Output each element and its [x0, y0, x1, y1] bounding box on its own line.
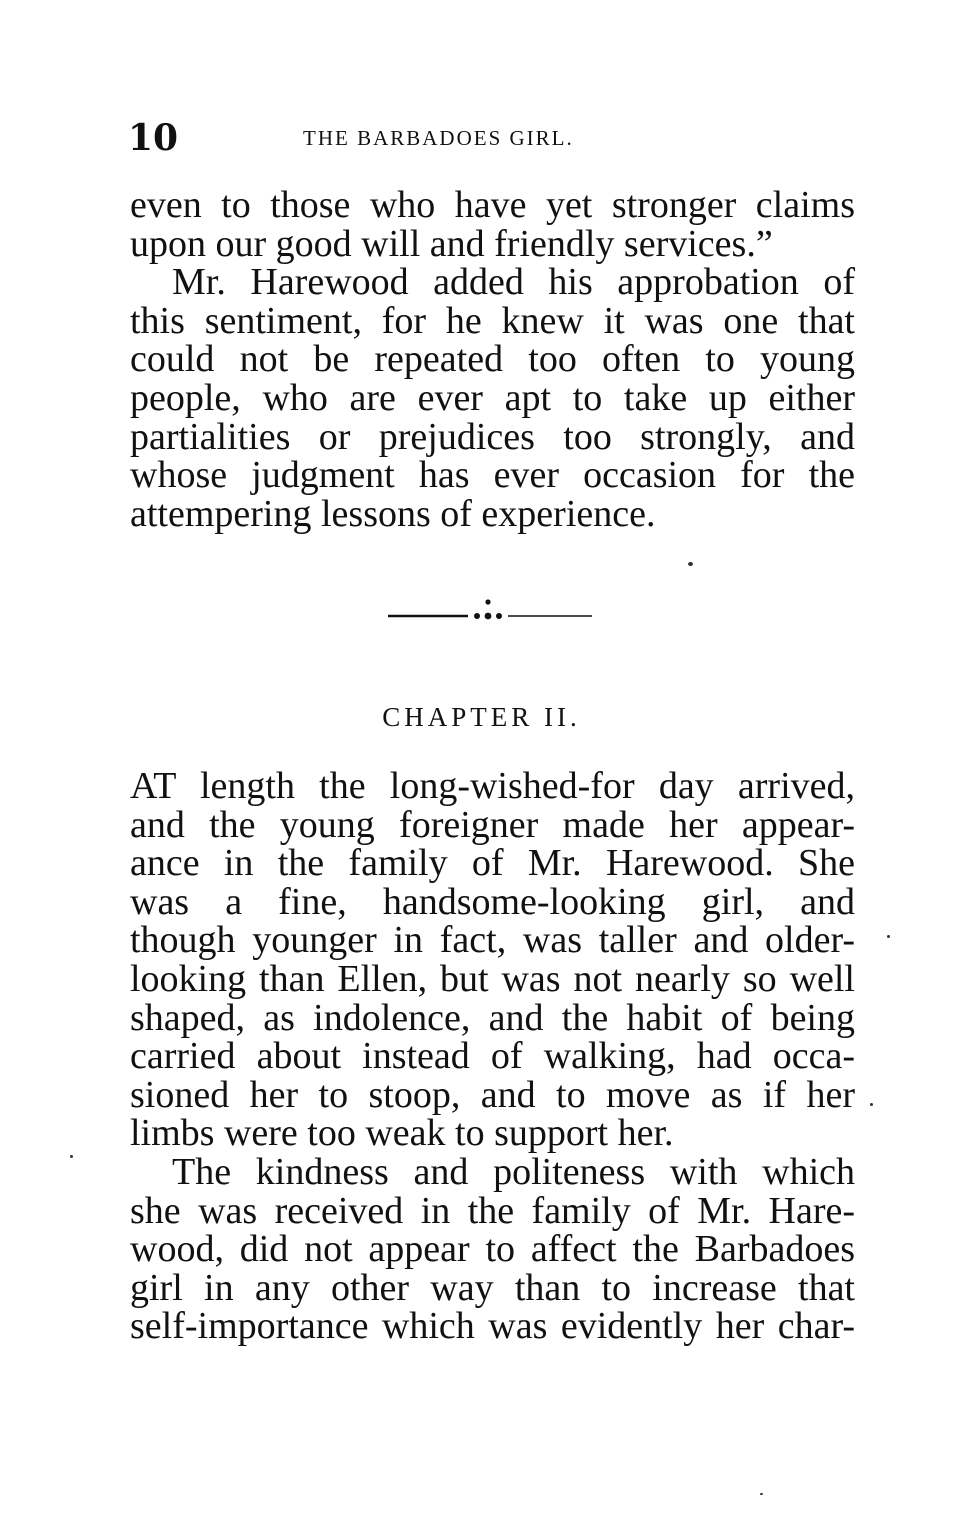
page-number: 10 [128, 117, 179, 159]
text-line: The kindness and politeness with which [172, 1150, 855, 1193]
text-line: upon our good will and friendly services.” [130, 222, 773, 265]
text-line: AT length the long-wished-for day arrived, [130, 765, 855, 807]
text-line: partialities or prejudices too strongly, and [130, 415, 855, 458]
divider-dot [485, 599, 490, 604]
chapter-heading: CHAPTER II. [382, 702, 581, 732]
divider-diamond [474, 613, 480, 619]
text-line: carried about instead of walking, had occa- [130, 1035, 855, 1078]
text-line: girl in any other way than to increase that [130, 1266, 855, 1309]
divider-diamond [485, 613, 492, 620]
text-line: whose judgment has ever occasion for the [130, 454, 855, 497]
scan-speck [688, 562, 693, 566]
scan-speck [760, 1493, 763, 1495]
text-line: she was received in the family of Mr. Hare- [130, 1189, 855, 1232]
text-line: attempering lessons of experience. [130, 492, 656, 535]
text-line: wood, did not appear to affect the Barbadoes [130, 1228, 855, 1271]
running-head [128, 118, 858, 158]
text-line: this sentiment, for he knew it was one that [130, 299, 855, 342]
chapter-body [130, 767, 855, 1346]
text-line: though younger in fact, was taller and older- [130, 919, 855, 962]
text-line: people, who are ever apt to take up either [130, 376, 855, 419]
text-line: limbs were too weak to support her. [130, 1112, 674, 1155]
closing-paragraphs [130, 186, 855, 533]
text-line: could not be repeated too often to young [130, 338, 855, 381]
divider-diamond [496, 613, 502, 619]
text-line: sioned her to stoop, and to move as if her [130, 1073, 855, 1116]
text-line: was a fine, handsome-looking girl, and [130, 880, 855, 923]
text-line: looking than Ellen, but was not nearly so well [130, 957, 855, 1000]
text-line: ance in the family of Mr. Harewood. She [130, 842, 855, 885]
text-line: self-importance which was evidently her char- [130, 1305, 855, 1348]
text-line: shaped, as indolence, and the habit of being [130, 996, 855, 1039]
scan-speck [70, 1155, 73, 1158]
section-divider-ornament [388, 596, 592, 626]
text-line: and the young foreigner made her appear- [130, 803, 855, 846]
scan-speck [870, 1103, 873, 1106]
text-line: Mr. Harewood added his approbation of [172, 261, 855, 304]
text-line: even to those who have yet stronger claims [130, 184, 855, 226]
scan-speck [887, 935, 890, 938]
running-title: THE BARBADOES GIRL. [303, 126, 574, 150]
